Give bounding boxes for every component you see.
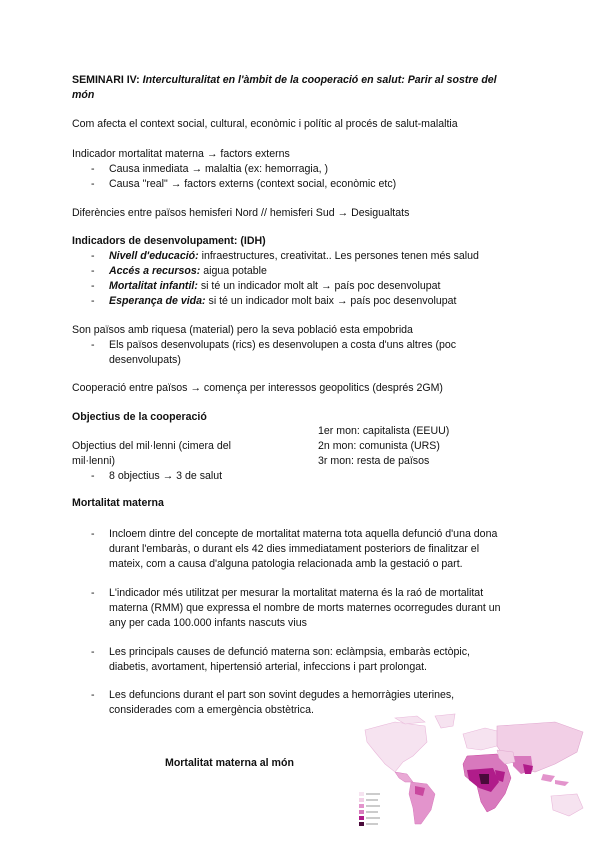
mortalitat-heading: Mortalitat materna: [72, 497, 164, 509]
list-item: 8 objectius → 3 de salut: [109, 470, 223, 482]
list-item-cont: desenvolupats): [109, 354, 181, 366]
list-item-cont: mateix, com a causa d'alguna patologia relacionada amb la gestació o part.: [109, 558, 463, 570]
list-item: Causa inmediata → malaltia (ex: hemorragia, ): [109, 163, 329, 175]
mon-item: 2n mon: comunista (URS): [318, 440, 440, 452]
mon-item: 3r mon: resta de països: [318, 455, 430, 467]
bullet-dash: -: [91, 528, 95, 540]
list-item-cont: considerades com a emergència obstètrica.: [109, 704, 314, 716]
list-item-cont: durant l'embaràs, o durant els 42 dies immediatament posteriors de finalitzar el: [109, 543, 480, 555]
bullet-dash: -: [91, 280, 95, 292]
page-title: SEMINARI IV: Interculturalitat en l'àmbit de la cooperació en salut: Parir al sostre del: [72, 74, 497, 86]
list-item: Els països desenvolupats (rics) es desenvolupen a costa d'uns altres (poc: [109, 339, 457, 351]
paragraph-cooperacio: Cooperació entre països → comença per interessos geopolitics (després 2GM): [72, 382, 443, 394]
list-item: Mortalitat infantil: si té un indicador molt alt → país poc desenvolupat: [109, 280, 441, 292]
list-item: Accés a recursos: aigua potable: [109, 265, 267, 277]
list-item: Les principals causes de defunció materna son: eclàmpsia, embaràs ectòpic,: [109, 646, 470, 658]
bullet-dash: -: [91, 587, 95, 599]
map-caption: Mortalitat materna al món: [165, 757, 294, 769]
bullet-dash: -: [91, 339, 95, 351]
page-title-line2: món: [72, 89, 95, 101]
list-item: Les defuncions durant el part son sovint degudes a hemorràgies uterines,: [109, 689, 455, 701]
list-item-cont: diabetis, avortament, hipertensió arterial, infeccions i part prolongat.: [109, 661, 427, 673]
bullet-dash: -: [91, 178, 95, 190]
bullet-dash: -: [91, 689, 95, 701]
bullet-dash: -: [91, 163, 95, 175]
bullet-dash: -: [91, 646, 95, 658]
millenni-text: Objectius del mil·lenni (cimera del: [72, 440, 231, 452]
list-item: Causa "real" → factors externs (context social, econòmic etc): [109, 178, 397, 190]
list-item-cont: materna (RMM) que expressa el nombre de morts maternes ocorregudes durant un: [109, 602, 501, 614]
list-item: Nivell d'educació: infraestructures, creativitat.. Les persones tenen més salud: [109, 250, 479, 262]
paragraph-diferencies: Diferències entre països hemisferi Nord // hemisferi Sud → Desigualtats: [72, 207, 410, 219]
objectius-heading: Objectius de la cooperació: [72, 411, 207, 423]
list-item-cont: any per cada 100.000 infants nascuts vius: [109, 617, 307, 629]
list-item: Esperança de vida: si té un indicador molt baix → país poc desenvolupat: [109, 295, 457, 307]
mon-item: 1er mon: capitalista (EEUU): [318, 425, 450, 437]
list-item: Incloem dintre del concepte de mortalitat materna tota aquella defunció d'una dona: [109, 528, 498, 540]
bullet-dash: -: [91, 265, 95, 277]
paragraph-context: Com afecta el context social, cultural, econòmic i polític al procés de salut-malaltia: [72, 118, 458, 130]
indicador-heading: Indicador mortalitat materna → factors externs: [72, 148, 290, 160]
bullet-dash: -: [91, 295, 95, 307]
idh-heading: Indicadors de desenvolupament: (IDH): [72, 235, 266, 247]
paragraph-riquesa: Son països amb riquesa (material) pero la seva població esta empobrida: [72, 324, 413, 336]
bullet-dash: -: [91, 250, 95, 262]
list-item: L'indicador més utilitzat per mesurar la mortalitat materna és la raó de mortalitat: [109, 587, 484, 599]
bullet-dash: -: [91, 470, 95, 482]
millenni-text-cont: mil·lenni): [72, 455, 115, 467]
world-map-image: [355, 712, 590, 840]
